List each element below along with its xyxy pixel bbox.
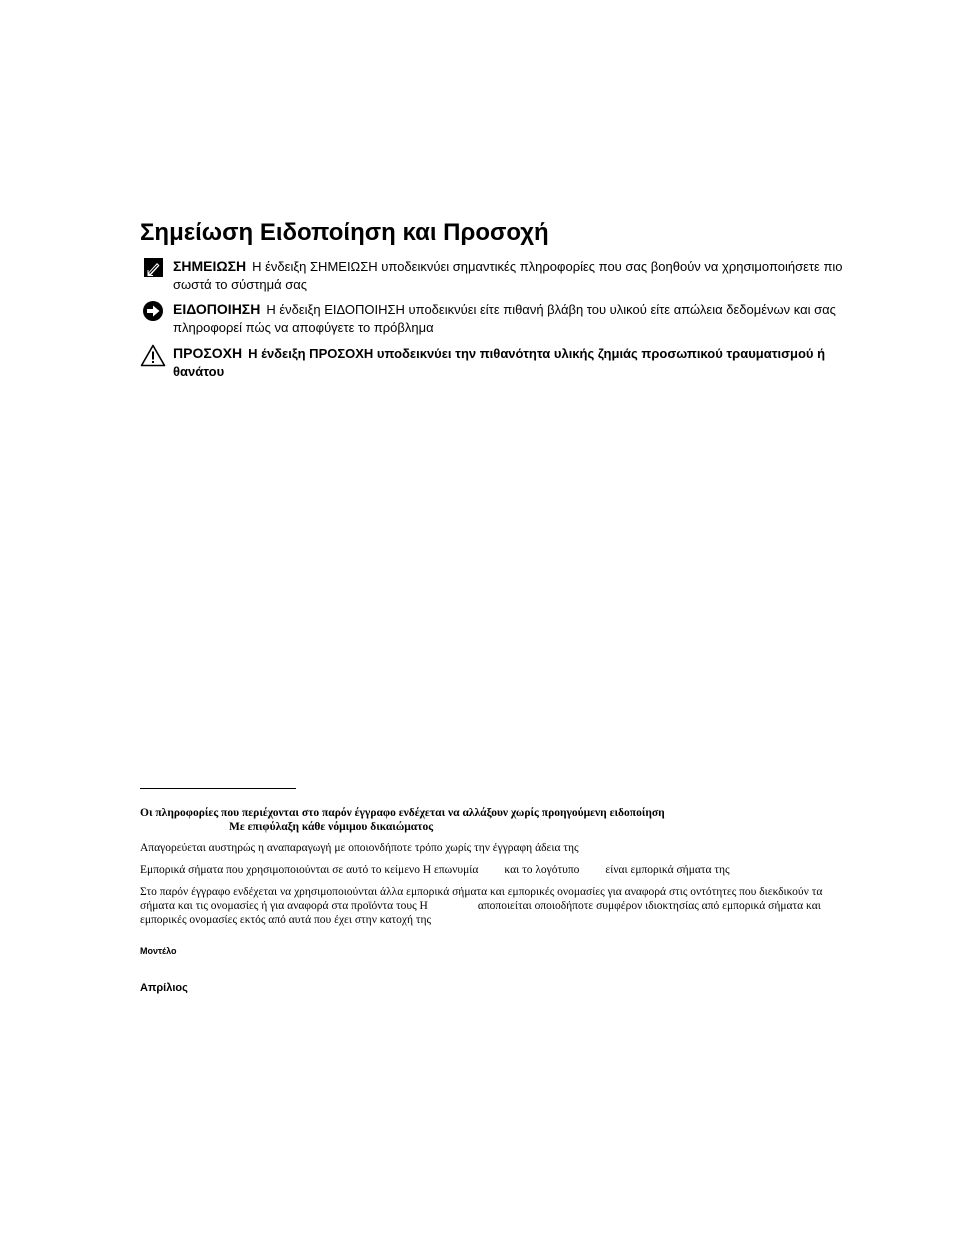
pencil-note-icon — [140, 257, 166, 281]
note-text: Η ένδειξη ΣΗΜΕΙΩΣΗ υποδεικνύει σημαντικές πληροφορίες που σας βοηθούν να χρησιμοποιήσετε πιο σωστά το σύστημά σας — [173, 259, 843, 292]
note-notice — [140, 257, 845, 294]
warning-triangle-icon — [140, 344, 166, 368]
page-title: Σημείωση Ειδοποίηση και Προσοχή — [140, 219, 549, 246]
date-label: Απρίλιος — [140, 982, 188, 994]
arrow-circle-icon — [140, 300, 166, 324]
other-marks-part-a: Στο παρόν έγγραφο ενδέχεται να χρησιμοποιούνται άλλα εμπορικά σήματα και εμπορικές ονομασίες για αναφορά στις οντότητες που διεκδικούν τα σήματα και τις ονομασίες ή για αναφορά στα προϊόντα τους Η — [140, 886, 823, 912]
caution-label: ΠΡΟΣΟΧΗ — [173, 345, 243, 361]
reproduction-notice: Απαγορεύεται αυστηρώς η αναπαραγωγή με οποιονδήποτε τρόπο χωρίς την έγγραφη άδεια της — [140, 842, 579, 854]
other-trademarks-notice — [140, 885, 830, 927]
info-line-1: Οι πληροφορίες που περιέχονται στο παρόν έγγραφο ενδέχεται να αλλάξουν χωρίς προηγούμενη ειδοποίηση — [140, 807, 665, 819]
caution-notice — [140, 344, 845, 381]
notice-text: Η ένδειξη ΕΙΔΟΠΟΙΗΣΗ υποδεικνύει είτε πιθανή βλάβη του υλικού είτε απώλεια δεδομένων και σας πληροφορεί πώς να αποφύγετε το πρόβλημα — [173, 302, 836, 335]
note-label: ΣΗΜΕΙΩΣΗ — [173, 258, 247, 274]
trademarks-part-c: είναι εμπορικά σήματα της — [605, 864, 730, 876]
info-change-notice — [140, 806, 830, 834]
info-line-2: Με επιφύλαξη κάθε νόμιμου δικαιώματος — [229, 821, 434, 833]
model-label: Μοντέλο — [140, 946, 177, 956]
trademarks-notice — [140, 863, 830, 877]
trademarks-part-b: και το λογότυπο — [504, 864, 580, 876]
notice-label: ΕΙΔΟΠΟΙΗΣΗ — [173, 301, 261, 317]
trademarks-part-a: Εμπορικά σήματα που χρησιμοποιούνται σε αυτό το κείμενο Η επωνυμία — [140, 864, 479, 876]
footnote-divider — [140, 788, 296, 789]
other-marks-part-b: αποποιείται οποιοδήποτε συμφέρον ιδιοκτησίας από εμπορικά σήματα και εμπορικές ονομασίες εκτός από αυτά που έχει στην κατοχή της — [140, 900, 821, 926]
notice-notice — [140, 300, 845, 337]
caution-text: Η ένδειξη ΠΡΟΣΟΧΗ υποδεικνύει την πιθανότητα υλικής ζημιάς προσωπικού τραυματισμού ή θανάτου — [173, 346, 826, 379]
